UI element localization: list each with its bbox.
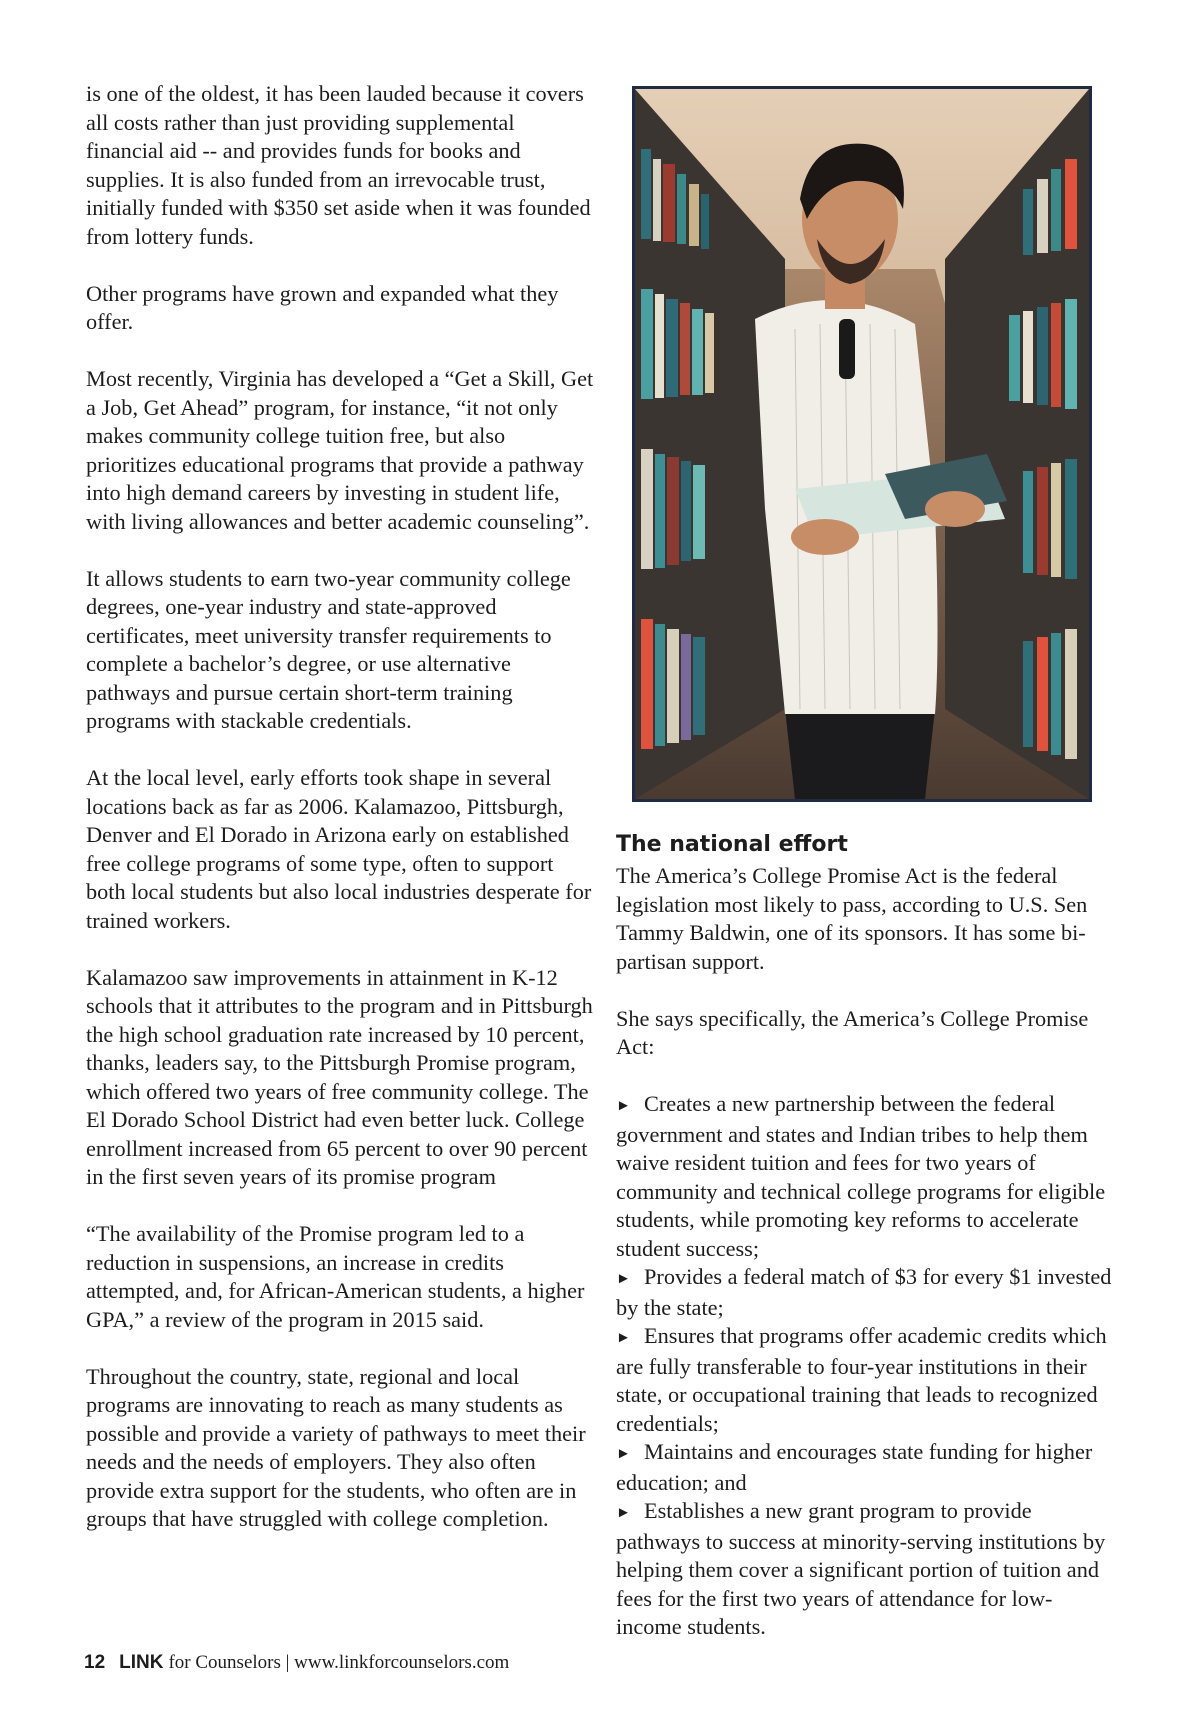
left-text-column: [86, 80, 598, 1562]
brand-name: LINK: [119, 1652, 164, 1673]
student-library-photo: [632, 86, 1092, 802]
body-paragraph: The America’s College Promise Act is the federal legislation most likely to pass, according to U.S. Sen Tammy Baldwin, one of its sponsors. It has some bi-partisan support.: [616, 863, 1088, 974]
body-paragraph: At the local level, early efforts took shape in several locations back as far as 2006. Kalamazoo, Pittsburgh, Denver and El Dorado in Arizona early on established free college programs of some type, often to support both local students but also local industries desperate for trained workers.: [86, 765, 592, 933]
page-footer: [84, 1651, 509, 1675]
body-paragraph: She says specifically, the America’s College Promise Act:: [616, 1005, 1089, 1059]
list-item-text: Ensures that programs offer academic credits which are fully transferable to four-year institutions in their state, or occupational training that leads to recognized credentials;: [616, 1323, 1107, 1436]
triangle-bullet-icon: ►: [616, 1505, 631, 1521]
triangle-bullet-icon: ►: [616, 1098, 631, 1114]
section-heading: The national effort: [616, 832, 848, 857]
body-paragraph: “The availability of the Promise program led to a reduction in suspensions, an increase in credits attempted, and, for African-American students, a higher GPA,” a review of the program in 2015 said.: [86, 1221, 585, 1332]
body-paragraph: Kalamazoo saw improvements in attainment in K-12 schools that it attributes to the program and in Pittsburgh the high school graduation rate increased by 10 percent, thanks, leaders say, to the Pittsburgh Promise program, which offered two years of free community college. The El Dorado School District had even better luck. College enrollment increased from 65 percent to over 90 percent in the first seven years of its promise program: [86, 964, 593, 1189]
body-paragraph: Other programs have grown and expanded what they offer.: [86, 280, 559, 334]
right-text-column: [616, 830, 1116, 1642]
body-paragraph: Throughout the country, state, regional and local programs are innovating to reach as many students as possible and provide a variety of pathways to meet their needs and the needs of employers. They also often provide extra support for the students, who often are in groups that have struggled with college completion.: [86, 1363, 586, 1531]
list-item: [616, 1438, 1116, 1497]
triangle-bullet-icon: ►: [616, 1271, 631, 1287]
triangle-bullet-icon: ►: [616, 1330, 631, 1346]
list-item: [616, 1263, 1116, 1322]
footer-text: for Counselors | www.linkforcounselors.com: [168, 1652, 510, 1673]
library-photo-illustration: [635, 89, 1089, 799]
body-paragraph: Most recently, Virginia has developed a “Get a Skill, Get a Job, Get Ahead” program, for instance, “it not only makes community college tuition free, but also prioritizes educational programs that provide a pathway into high demand careers by investing in student life, with living allowances and better academic counseling”.: [86, 366, 594, 534]
triangle-bullet-icon: ►: [616, 1446, 631, 1462]
list-item: [616, 1322, 1116, 1438]
promise-act-bullet-list: [616, 1090, 1116, 1642]
list-item: [616, 1497, 1116, 1642]
page-number: 12: [84, 1652, 106, 1673]
list-item-text: Provides a federal match of $3 for every $1 invested by the state;: [616, 1264, 1112, 1320]
list-item-text: Creates a new partnership between the federal government and states and Indian tribes to help them waive resident tuition and fees for two years of community and technical college programs for eligible students, while promoting key reforms to accelerate student success;: [616, 1091, 1106, 1261]
body-paragraph: is one of the oldest, it has been lauded because it covers all costs rather than just providing supplemental financial aid -- and provides funds for books and supplies. It is also funded from an irrevocable trust, initially funded with $350 set aside when it was founded from lottery funds.: [86, 81, 591, 249]
list-item: [616, 1090, 1116, 1263]
list-item-text: Establishes a new grant program to provide pathways to success at minority-serving institutions by helping them cover a significant portion of tuition and fees for the first two years of attendance for low-income students.: [616, 1498, 1106, 1639]
body-paragraph: It allows students to earn two-year community college degrees, one-year industry and state-approved certificates, meet university transfer requirements to complete a bachelor’s degree, or use alternative pathways and pursue certain short-term training programs with stackable credentials.: [86, 565, 571, 733]
list-item-text: Maintains and encourages state funding for higher education; and: [616, 1439, 1093, 1495]
